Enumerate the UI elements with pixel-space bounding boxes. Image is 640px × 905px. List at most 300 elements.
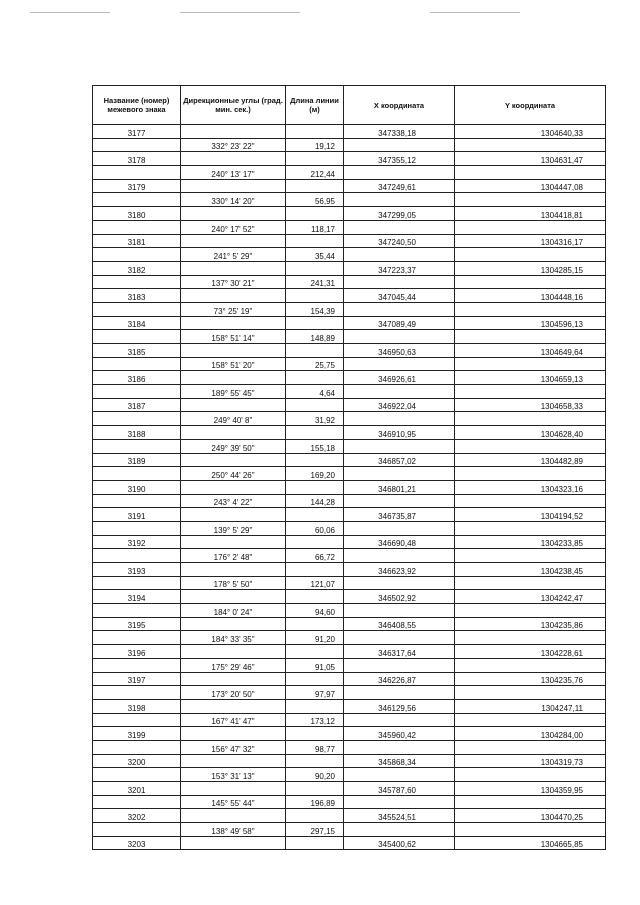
empty-cell [286, 371, 344, 385]
y-coordinate: 1304665,85 [455, 836, 606, 850]
empty-cell [286, 836, 344, 850]
point-name: 3180 [93, 207, 181, 221]
point-name: 3182 [93, 261, 181, 275]
x-coordinate: 345868,34 [344, 754, 455, 768]
point-name: 3191 [93, 508, 181, 522]
direction-angle: 145° 55' 44" [181, 795, 286, 809]
line-length: 118,17 [286, 220, 344, 234]
table-row [93, 125, 606, 139]
x-coordinate: 346926,61 [344, 371, 455, 385]
empty-cell [344, 467, 455, 481]
empty-cell [93, 795, 181, 809]
line-length: 212,44 [286, 166, 344, 180]
line-length: 196,89 [286, 795, 344, 809]
y-coordinate: 1304418,81 [455, 207, 606, 221]
table-row [93, 234, 606, 248]
y-coordinate: 1304447,08 [455, 179, 606, 193]
direction-angle: 241° 5' 29" [181, 248, 286, 262]
empty-cell [455, 330, 606, 344]
direction-angle: 330° 14' 20" [181, 193, 286, 207]
empty-cell [286, 508, 344, 522]
empty-cell [455, 740, 606, 754]
empty-cell [93, 823, 181, 837]
table-row [93, 344, 606, 358]
direction-angle: 240° 13' 17" [181, 166, 286, 180]
empty-cell [286, 207, 344, 221]
empty-cell [344, 412, 455, 426]
y-coordinate: 1304649,64 [455, 344, 606, 358]
empty-cell [93, 467, 181, 481]
empty-cell [344, 658, 455, 672]
table-row [93, 658, 606, 672]
x-coordinate: 346226,87 [344, 672, 455, 686]
line-length: 35,44 [286, 248, 344, 262]
y-coordinate: 1304482,89 [455, 453, 606, 467]
empty-cell [286, 152, 344, 166]
empty-cell [455, 658, 606, 672]
y-coordinate: 1304247,11 [455, 699, 606, 713]
empty-cell [286, 754, 344, 768]
empty-cell [93, 275, 181, 289]
scan-artifact [180, 12, 300, 13]
point-name: 3186 [93, 371, 181, 385]
table-row [93, 330, 606, 344]
empty-cell [455, 795, 606, 809]
direction-angle: 156° 47' 32" [181, 740, 286, 754]
y-coordinate: 1304323,16 [455, 480, 606, 494]
table-row [93, 590, 606, 604]
empty-cell [181, 836, 286, 850]
line-length: 91,20 [286, 631, 344, 645]
table-row [93, 823, 606, 837]
empty-cell [181, 371, 286, 385]
table-row [93, 193, 606, 207]
point-name: 3193 [93, 563, 181, 577]
table-row [93, 549, 606, 563]
empty-cell [344, 302, 455, 316]
table-row [93, 289, 606, 303]
empty-cell [93, 713, 181, 727]
empty-cell [344, 740, 455, 754]
table-row [93, 521, 606, 535]
table-row [93, 686, 606, 700]
table-row [93, 535, 606, 549]
empty-cell [455, 631, 606, 645]
empty-cell [181, 316, 286, 330]
header-point-name: Название (номер) межевого знака [93, 86, 181, 125]
empty-cell [286, 590, 344, 604]
empty-cell [344, 768, 455, 782]
line-length: 154,39 [286, 302, 344, 316]
empty-cell [455, 412, 606, 426]
empty-cell [93, 549, 181, 563]
empty-cell [455, 275, 606, 289]
empty-cell [286, 125, 344, 139]
empty-cell [344, 193, 455, 207]
x-coordinate: 346623,92 [344, 563, 455, 577]
direction-angle: 332° 23' 22" [181, 138, 286, 152]
x-coordinate: 345787,60 [344, 782, 455, 796]
y-coordinate: 1304631,47 [455, 152, 606, 166]
empty-cell [455, 302, 606, 316]
empty-cell [181, 782, 286, 796]
empty-cell [286, 645, 344, 659]
x-coordinate: 345400,62 [344, 836, 455, 850]
empty-cell [344, 357, 455, 371]
y-coordinate: 1304242,47 [455, 590, 606, 604]
point-name: 3187 [93, 398, 181, 412]
y-coordinate: 1304470,25 [455, 809, 606, 823]
empty-cell [455, 467, 606, 481]
empty-cell [455, 604, 606, 618]
empty-cell [181, 398, 286, 412]
empty-cell [344, 385, 455, 399]
table-row [93, 604, 606, 618]
empty-cell [181, 207, 286, 221]
x-coordinate: 347249,61 [344, 179, 455, 193]
y-coordinate: 1304448,16 [455, 289, 606, 303]
table-row [93, 782, 606, 796]
y-coordinate: 1304233,85 [455, 535, 606, 549]
empty-cell [344, 275, 455, 289]
direction-angle: 173° 20' 50" [181, 686, 286, 700]
empty-cell [286, 426, 344, 440]
table-row [93, 371, 606, 385]
direction-angle: 158° 51' 20" [181, 357, 286, 371]
scan-artifact [430, 12, 520, 13]
table-row [93, 166, 606, 180]
x-coordinate: 346502,92 [344, 590, 455, 604]
direction-angle: 73° 25' 19" [181, 302, 286, 316]
y-coordinate: 1304235,76 [455, 672, 606, 686]
empty-cell [286, 480, 344, 494]
header-line-length: Длина линии (м) [286, 86, 344, 125]
x-coordinate: 347355,12 [344, 152, 455, 166]
empty-cell [455, 357, 606, 371]
table-row [93, 809, 606, 823]
table-row [93, 740, 606, 754]
empty-cell [93, 248, 181, 262]
x-coordinate: 346735,87 [344, 508, 455, 522]
line-length: 144,28 [286, 494, 344, 508]
x-coordinate: 346950,63 [344, 344, 455, 358]
table-row [93, 699, 606, 713]
x-coordinate: 346801,21 [344, 480, 455, 494]
table-row [93, 768, 606, 782]
empty-cell [93, 330, 181, 344]
header-x-coordinate: X координата [344, 86, 455, 125]
empty-cell [181, 152, 286, 166]
empty-cell [93, 357, 181, 371]
empty-cell [181, 617, 286, 631]
direction-angle: 178° 5' 50" [181, 576, 286, 590]
empty-cell [344, 494, 455, 508]
table-row [93, 508, 606, 522]
point-name: 3185 [93, 344, 181, 358]
point-name: 3177 [93, 125, 181, 139]
y-coordinate: 1304238,45 [455, 563, 606, 577]
y-coordinate: 1304596,13 [455, 316, 606, 330]
empty-cell [93, 385, 181, 399]
y-coordinate: 1304359,95 [455, 782, 606, 796]
y-coordinate: 1304194,52 [455, 508, 606, 522]
table-row [93, 713, 606, 727]
direction-angle: 139° 5' 29" [181, 521, 286, 535]
empty-cell [286, 289, 344, 303]
table-row [93, 138, 606, 152]
table-row [93, 563, 606, 577]
point-name: 3196 [93, 645, 181, 659]
point-name: 3203 [93, 836, 181, 850]
empty-cell [344, 549, 455, 563]
header-direction-angle: Дирекционные углы (град. мин. сек.) [181, 86, 286, 125]
table-row [93, 617, 606, 631]
table-row [93, 248, 606, 262]
x-coordinate: 346317,64 [344, 645, 455, 659]
empty-cell [455, 193, 606, 207]
empty-cell [344, 686, 455, 700]
empty-cell [344, 138, 455, 152]
point-name: 3188 [93, 426, 181, 440]
empty-cell [344, 248, 455, 262]
empty-cell [455, 686, 606, 700]
table-row [93, 631, 606, 645]
y-coordinate: 1304284,00 [455, 727, 606, 741]
empty-cell [344, 713, 455, 727]
point-name: 3184 [93, 316, 181, 330]
empty-cell [286, 453, 344, 467]
direction-angle: 175° 29' 46" [181, 658, 286, 672]
scan-artifact [30, 12, 110, 13]
empty-cell [93, 193, 181, 207]
empty-cell [93, 576, 181, 590]
empty-cell [181, 754, 286, 768]
empty-cell [344, 631, 455, 645]
y-coordinate: 1304285,15 [455, 261, 606, 275]
empty-cell [455, 521, 606, 535]
empty-cell [344, 330, 455, 344]
empty-cell [93, 768, 181, 782]
x-coordinate: 345524,51 [344, 809, 455, 823]
empty-cell [286, 535, 344, 549]
direction-angle: 167° 41' 47" [181, 713, 286, 727]
empty-cell [344, 521, 455, 535]
empty-cell [344, 576, 455, 590]
empty-cell [181, 344, 286, 358]
empty-cell [286, 672, 344, 686]
line-length: 241,31 [286, 275, 344, 289]
x-coordinate: 347240,50 [344, 234, 455, 248]
line-length: 31,92 [286, 412, 344, 426]
empty-cell [286, 727, 344, 741]
table-row [93, 439, 606, 453]
empty-cell [181, 727, 286, 741]
empty-cell [344, 604, 455, 618]
empty-cell [93, 686, 181, 700]
empty-cell [286, 316, 344, 330]
table-row [93, 836, 606, 850]
table-row [93, 152, 606, 166]
table-row [93, 494, 606, 508]
direction-angle: 153° 31' 13" [181, 768, 286, 782]
line-length: 60,06 [286, 521, 344, 535]
empty-cell [286, 234, 344, 248]
empty-cell [344, 166, 455, 180]
x-coordinate: 346857,02 [344, 453, 455, 467]
table-row [93, 275, 606, 289]
table-row [93, 412, 606, 426]
point-name: 3178 [93, 152, 181, 166]
table-row [93, 672, 606, 686]
empty-cell [181, 426, 286, 440]
empty-cell [455, 220, 606, 234]
point-name: 3189 [93, 453, 181, 467]
x-coordinate: 347045,44 [344, 289, 455, 303]
empty-cell [286, 398, 344, 412]
x-coordinate: 347299,05 [344, 207, 455, 221]
empty-cell [455, 823, 606, 837]
x-coordinate: 346690,48 [344, 535, 455, 549]
empty-cell [181, 261, 286, 275]
table-row [93, 480, 606, 494]
point-name: 3181 [93, 234, 181, 248]
line-length: 91,05 [286, 658, 344, 672]
empty-cell [455, 494, 606, 508]
y-coordinate: 1304228,61 [455, 645, 606, 659]
table-row [93, 179, 606, 193]
table-header-row [93, 86, 606, 125]
table-row [93, 754, 606, 768]
empty-cell [286, 563, 344, 577]
empty-cell [181, 179, 286, 193]
direction-angle: 184° 33' 35" [181, 631, 286, 645]
line-length: 56,95 [286, 193, 344, 207]
x-coordinate: 347338,18 [344, 125, 455, 139]
y-coordinate: 1304319,73 [455, 754, 606, 768]
empty-cell [455, 248, 606, 262]
empty-cell [93, 220, 181, 234]
y-coordinate: 1304659,13 [455, 371, 606, 385]
x-coordinate: 347089,49 [344, 316, 455, 330]
table-body [93, 125, 606, 850]
line-length: 297,15 [286, 823, 344, 837]
empty-cell [181, 809, 286, 823]
table-row [93, 398, 606, 412]
direction-angle: 249° 39' 50" [181, 439, 286, 453]
empty-cell [455, 713, 606, 727]
empty-cell [181, 508, 286, 522]
line-length: 169,20 [286, 467, 344, 481]
coordinates-table [92, 85, 606, 850]
line-length: 25,75 [286, 357, 344, 371]
empty-cell [344, 220, 455, 234]
empty-cell [93, 138, 181, 152]
line-length: 97,97 [286, 686, 344, 700]
line-length: 19,12 [286, 138, 344, 152]
empty-cell [181, 672, 286, 686]
empty-cell [93, 166, 181, 180]
direction-angle: 176° 2' 48" [181, 549, 286, 563]
point-name: 3179 [93, 179, 181, 193]
empty-cell [455, 439, 606, 453]
y-coordinate: 1304628,40 [455, 426, 606, 440]
x-coordinate: 346910,95 [344, 426, 455, 440]
table-row [93, 207, 606, 221]
empty-cell [181, 590, 286, 604]
empty-cell [181, 699, 286, 713]
x-coordinate: 346922,04 [344, 398, 455, 412]
empty-cell [455, 549, 606, 563]
table-row [93, 645, 606, 659]
empty-cell [455, 385, 606, 399]
empty-cell [181, 645, 286, 659]
y-coordinate: 1304640,33 [455, 125, 606, 139]
line-length: 94,60 [286, 604, 344, 618]
empty-cell [93, 521, 181, 535]
line-length: 98,77 [286, 740, 344, 754]
table-row [93, 467, 606, 481]
empty-cell [344, 823, 455, 837]
empty-cell [455, 166, 606, 180]
point-name: 3183 [93, 289, 181, 303]
table-row [93, 302, 606, 316]
y-coordinate: 1304316,17 [455, 234, 606, 248]
empty-cell [344, 795, 455, 809]
table-row [93, 453, 606, 467]
empty-cell [286, 782, 344, 796]
table-row [93, 795, 606, 809]
empty-cell [286, 699, 344, 713]
empty-cell [93, 302, 181, 316]
empty-cell [181, 563, 286, 577]
line-length: 121,07 [286, 576, 344, 590]
table-row [93, 357, 606, 371]
empty-cell [181, 125, 286, 139]
table-row [93, 220, 606, 234]
table-row [93, 316, 606, 330]
direction-angle: 250° 44' 26" [181, 467, 286, 481]
empty-cell [181, 535, 286, 549]
empty-cell [181, 234, 286, 248]
x-coordinate: 347223,37 [344, 261, 455, 275]
empty-cell [93, 494, 181, 508]
table-row [93, 385, 606, 399]
empty-cell [181, 453, 286, 467]
empty-cell [181, 480, 286, 494]
header-y-coordinate: Y координата [455, 86, 606, 125]
direction-angle: 240° 17' 52" [181, 220, 286, 234]
direction-angle: 184° 0' 24" [181, 604, 286, 618]
table-row [93, 426, 606, 440]
point-name: 3198 [93, 699, 181, 713]
x-coordinate: 346129,56 [344, 699, 455, 713]
point-name: 3197 [93, 672, 181, 686]
table-row [93, 727, 606, 741]
empty-cell [344, 439, 455, 453]
empty-cell [286, 344, 344, 358]
point-name: 3195 [93, 617, 181, 631]
y-coordinate: 1304235,86 [455, 617, 606, 631]
point-name: 3190 [93, 480, 181, 494]
table-row [93, 261, 606, 275]
direction-angle: 138° 49' 58" [181, 823, 286, 837]
line-length: 155,18 [286, 439, 344, 453]
empty-cell [286, 261, 344, 275]
direction-angle: 137° 30' 21" [181, 275, 286, 289]
empty-cell [455, 768, 606, 782]
direction-angle: 158° 51' 14" [181, 330, 286, 344]
direction-angle: 249° 40' 8" [181, 412, 286, 426]
